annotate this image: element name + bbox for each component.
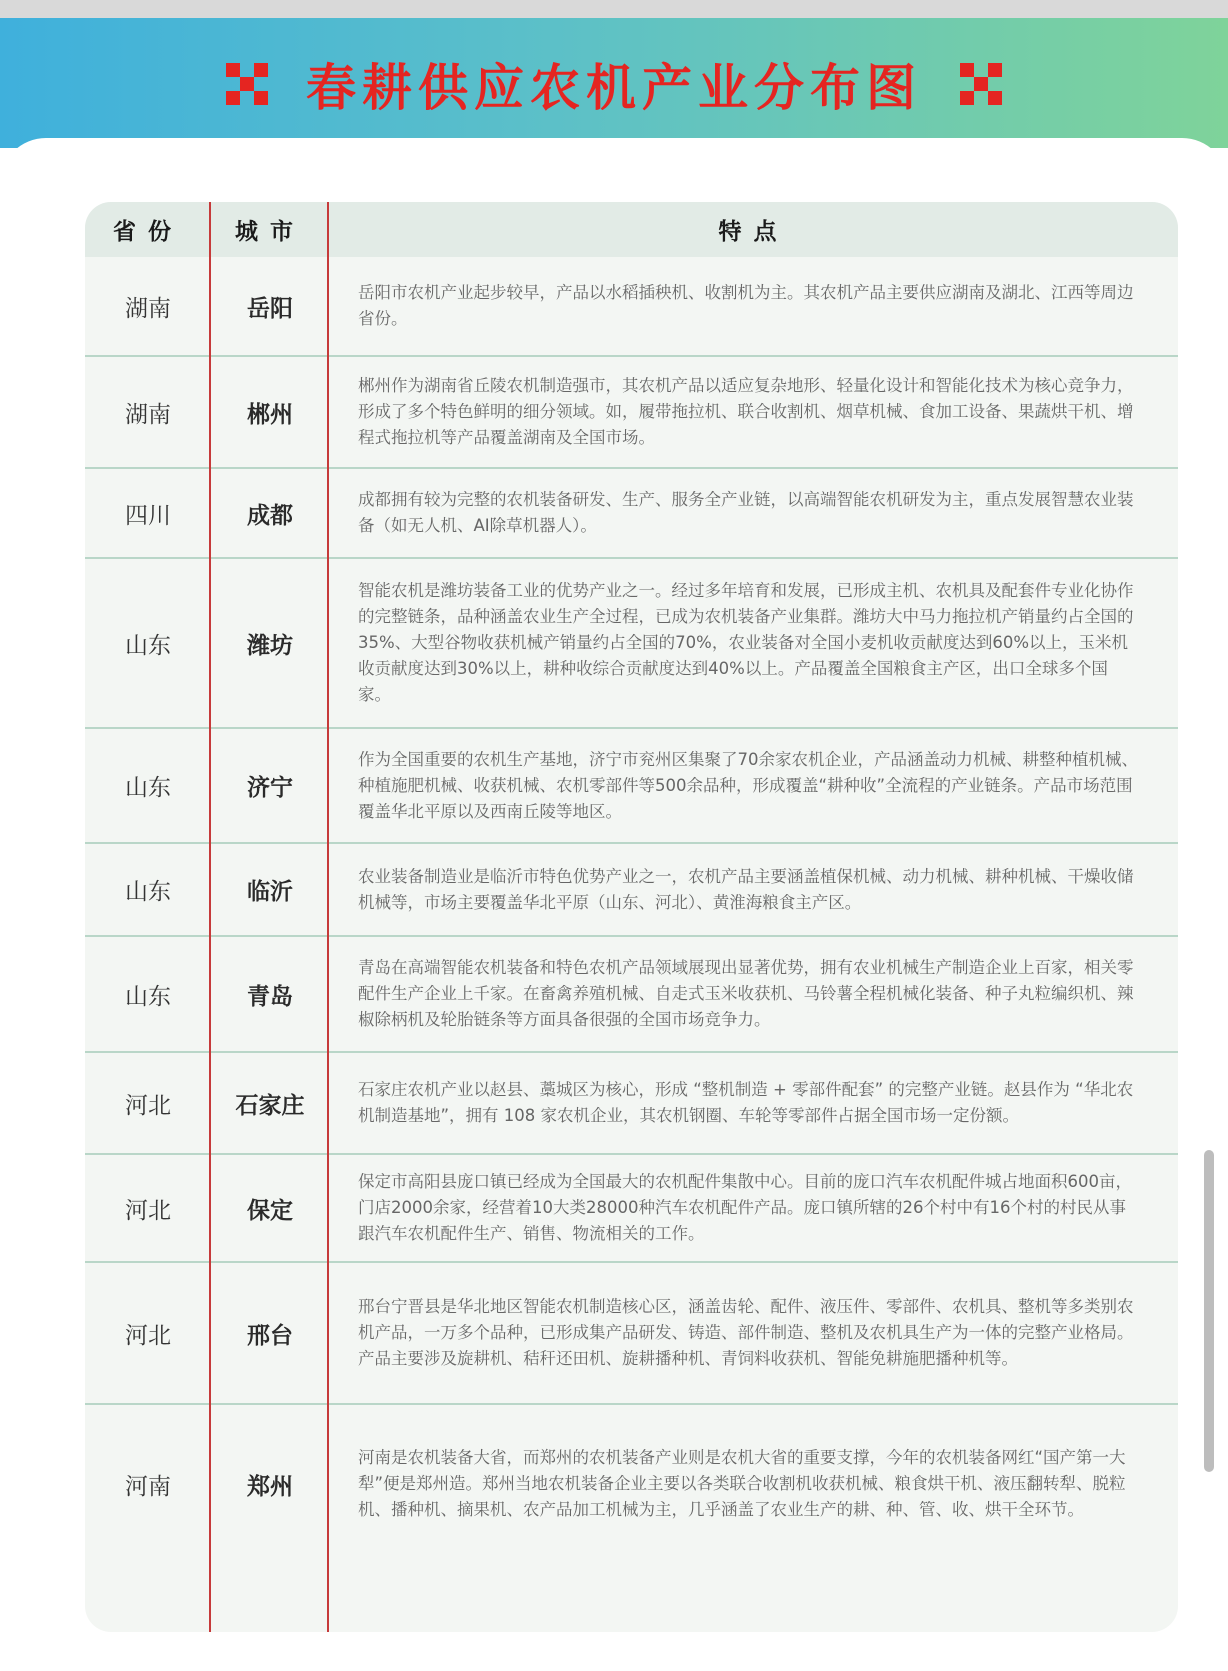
province-cell: 四川 (125, 502, 171, 529)
province-cell: 河北 (125, 1197, 171, 1224)
table-row (85, 937, 1178, 1053)
column-divider (209, 202, 211, 1632)
province-cell: 山东 (125, 879, 171, 905)
table-row (85, 729, 1178, 844)
feature-cell: 河南是农机装备大省，而郑州的农机装备产业则是农机大省的重要支撑，今年的农机装备网红“国产第一大犁”便是郑州造。郑州当地农机装备企业主要以各类联合收割机收获机械、粮食烘干机、液压翻转犁、脱粒机、播种机、摘果机、农产品加工机械为主，几乎涵盖了农业生产的耕、种、管、收、烘干全环节。 (358, 1448, 1126, 1519)
feature-cell: 郴州作为湖南省丘陵农机制造强市，其农机产品以适应复杂地形、轻量化设计和智能化技术为核心竞争力，形成了多个特色鲜明的细分领域。如，履带拖拉机、联合收割机、烟草机械、食加工设备、果蔬烘干机、增程式拖拉机等产品覆盖湖南及全国市场。 (358, 376, 1134, 447)
feature-cell: 岳阳市农机产业起步较早，产品以水稻插秧机、收割机为主。其农机产品主要供应湖南及湖北、江西等周边省份。 (358, 283, 1134, 328)
feature-cell: 作为全国重要的农机生产基地，济宁市兖州区集聚了70余家农机企业，产品涵盖动力机械、耕整种植机械、种植施肥机械、收获机械、农机零部件等500余品种，形成覆盖“耕种收”全流程的产业链条。产品市场范围覆盖华北平原以及西南丘陵等地区。 (358, 749, 1138, 821)
title-row (0, 52, 1228, 116)
city-cell: 济宁 (247, 775, 293, 801)
city-cell: 成都 (247, 502, 293, 529)
red-pattern-icon (960, 63, 1002, 105)
city-cell: 岳阳 (247, 295, 293, 322)
page-title: 春耕供应农机产业分布图 (306, 58, 922, 117)
table-row (85, 357, 1178, 469)
table-header (85, 202, 1178, 257)
province-cell: 河北 (125, 1092, 171, 1119)
header-city: 城市 (235, 219, 305, 245)
city-cell: 潍坊 (247, 632, 293, 659)
feature-cell: 石家庄农机产业以赵县、藁城区为核心，形成 “整机制造 + 零部件配套” 的完整产业链。赵县作为 “华北农机制造基地”，拥有 108 家农机企业，其农机钢圈、车轮等零部件占据全国市场一定份额。 (358, 1080, 1134, 1125)
distribution-table (85, 202, 1178, 1632)
city-cell: 石家庄 (235, 1092, 305, 1119)
scrollbar[interactable] (1204, 1150, 1214, 1472)
red-pattern-icon (226, 63, 268, 105)
feature-cell: 智能农机是潍坊装备工业的优势产业之一。经过多年培育和发展，已形成主机、农机具及配套件专业化协作的完整链条，品种涵盖农业生产全过程，已成为农机装备产业集群。潍坊大中马力拖拉机产销量约占全国的35%、大型谷物收获机械产销量约占全国的70%，农业装备对全国小麦机收贡献度达到60%以上，玉米机收贡献度达到30%以上，耕种收综合贡献度达到40%以上。产品覆盖全国粮食主产区，出口全球多个国家。 (358, 581, 1134, 704)
table-row (85, 1405, 1178, 1563)
city-cell: 郑州 (247, 1473, 293, 1500)
table-row (85, 1155, 1178, 1263)
province-cell: 山东 (125, 632, 171, 659)
table-row (85, 844, 1178, 937)
table-row (85, 469, 1178, 559)
header-province: 省份 (113, 219, 183, 245)
province-cell: 山东 (125, 775, 171, 801)
province-cell: 河北 (125, 1322, 171, 1349)
city-cell: 郴州 (247, 401, 293, 428)
table-body (85, 257, 1178, 1563)
table-row (85, 559, 1178, 729)
feature-cell: 成都拥有较为完整的农机装备研发、生产、服务全产业链，以高端智能农机研发为主，重点发展智慧农业装备（如无人机、AI除草机器人）。 (358, 490, 1134, 535)
province-cell: 湖南 (125, 401, 171, 428)
column-divider (327, 202, 329, 1632)
table-row (85, 1053, 1178, 1155)
header-feature: 特点 (718, 219, 789, 245)
province-cell: 湖南 (125, 295, 171, 322)
province-cell: 山东 (125, 983, 171, 1010)
table-row (85, 257, 1178, 357)
feature-cell: 青岛在高端智能农机装备和特色农机产品领域展现出显著优势，拥有农业机械生产制造企业上百家，相关零配件生产企业上千家。在畜禽养殖机械、自走式玉米收获机、马铃薯全程机械化装备、种子丸粒编织机、辣椒除柄机及轮胎链条等方面具备很强的全国市场竞争力。 (358, 958, 1134, 1029)
feature-cell: 保定市高阳县庞口镇已经成为全国最大的农机配件集散中心。目前的庞口汽车农机配件城占地面积600亩，门店2000余家，经营着10大类28000种汽车农机配件产品。庞口镇所辖的26个村中有16个村的村民从事跟汽车农机配件生产、销售、物流相关的工作。 (358, 1172, 1132, 1243)
city-cell: 临沂 (247, 879, 293, 905)
city-cell: 青岛 (247, 983, 293, 1010)
city-cell: 保定 (247, 1197, 293, 1224)
feature-cell: 农业装备制造业是临沂市特色优势产业之一，农机产品主要涵盖植保机械、动力机械、耕种机械、干燥收储机械等，市场主要覆盖华北平原（山东、河北）、黄淮海粮食主产区。 (358, 866, 1134, 912)
province-cell: 河南 (125, 1473, 171, 1500)
table-row (85, 1263, 1178, 1405)
feature-cell: 邢台宁晋县是华北地区智能农机制造核心区，涵盖齿轮、配件、液压件、零部件、农机具、整机等多类别农机产品，一万多个品种，已形成集产品研发、铸造、部件制造、整机及农机具生产为一体的完整产业格局。产品主要涉及旋耕机、秸秆还田机、旋耕播种机、青饲料收获机、智能免耕施肥播种机等。 (358, 1297, 1134, 1368)
top-strip (0, 0, 1228, 18)
city-cell: 邢台 (247, 1322, 293, 1349)
